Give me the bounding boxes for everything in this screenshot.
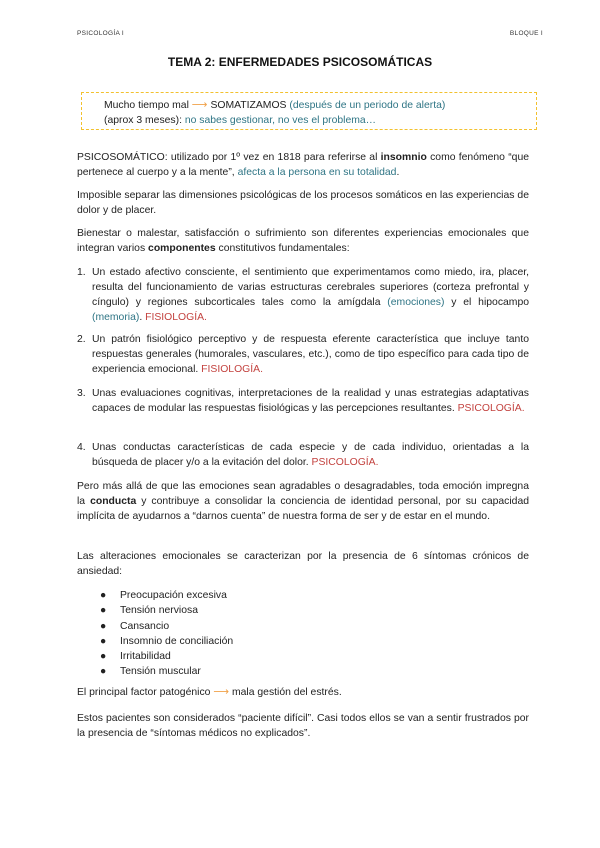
callout-text: SOMATIZAMOS: [210, 100, 287, 111]
category-tag: FISIOLOGÍA.: [201, 364, 263, 375]
callout-line-2: [104, 113, 536, 128]
list-number: 4.: [77, 442, 86, 453]
category-tag: PSICOLOGÍA.: [311, 457, 379, 468]
paragraph-pacientes: Estos pacientes son considerados “paciente difícil”. Casi todos ellos se van a sentir frustrados por la presencia de “síntomas médicos no explicados”.: [77, 713, 529, 739]
text: Un patrón fisiológico perceptivo y de respuesta eferente característica que incluye tanto respuestas generales (humorales, vasculares, etc.), como de tipo específico para cada tipo de experiencia emocional.: [92, 334, 529, 375]
list-item: [77, 332, 529, 377]
list-item: [100, 664, 233, 679]
highlight-text: afecta a la persona en su totalidad: [237, 167, 397, 178]
bullet-icon: ●: [100, 605, 107, 617]
text: .: [396, 167, 400, 178]
list-item: [77, 440, 529, 470]
paragraph-componentes: [77, 226, 529, 256]
callout-highlight: (después de un periodo de alerta): [289, 100, 446, 111]
text: Unas evaluaciones cognitivas, interpretaciones de la realidad y unas estrategias adaptativas capaces de modular las respuestas fisiológicas y las percepciones resultantes.: [92, 388, 529, 414]
text: como fenómeno “que pertenece al cuerpo y a la mente”,: [77, 152, 530, 178]
list-item: [100, 603, 233, 618]
list-item-text: [92, 332, 529, 377]
bullet-icon: ●: [100, 620, 107, 632]
callout-line-1: [104, 98, 536, 113]
callout-text: (aprox 3 meses):: [104, 115, 182, 126]
header-block: BLOQUE I: [509, 30, 543, 37]
text: Pero más allá de que las emociones sean agradables o desagradables, toda emoción impregna la: [77, 481, 529, 507]
text: El principal factor patogénico: [77, 687, 211, 698]
list-item: [77, 265, 529, 325]
list-item-text: Preocupación excesiva: [120, 590, 227, 601]
category-tag: FISIOLOGÍA.: [145, 312, 207, 323]
paragraph-psicosomatico: [77, 150, 529, 180]
list-item: [100, 634, 233, 649]
list-number: 1.: [77, 267, 86, 278]
callout-highlight: no sabes gestionar, no ves el problema…: [184, 115, 377, 126]
text: constitutivos fundamentales:: [218, 243, 350, 254]
bold-text: conducta: [90, 496, 137, 507]
bold-text: componentes: [148, 243, 216, 254]
text: Bienestar o malestar, satisfacción o sufrimiento son diferentes experiencias emocionales que integran varios: [77, 228, 529, 254]
category-tag: PSICOLOGÍA.: [457, 403, 525, 414]
list-item: [100, 588, 233, 603]
bullet-icon: ●: [100, 590, 107, 601]
arrow-icon: ⟶: [213, 686, 230, 698]
callout-box: [81, 92, 537, 130]
text: Unas conductas características de cada especie y de cada individuo, orientadas a la búsqueda de placer y/o a la evitación del dolor.: [92, 442, 529, 468]
symptom-list: [100, 588, 233, 680]
list-item-text: Insomnio de conciliación: [120, 635, 234, 647]
list-item-text: [92, 440, 529, 470]
bullet-icon: ●: [100, 666, 107, 678]
list-item-text: Tensión muscular: [120, 666, 201, 678]
paragraph-alteraciones: Las alteraciones emocionales se caracterizan por la presencia de 6 síntomas crónicos de ansiedad:: [77, 551, 529, 577]
list-item: [77, 386, 529, 416]
bullet-icon: ●: [100, 635, 107, 647]
list-item-text: Irritabilidad: [120, 651, 171, 663]
bold-text: insomnio: [380, 152, 427, 163]
arrow-icon: ⟶: [191, 99, 208, 111]
list-item: [100, 649, 233, 664]
bullet-icon: ●: [100, 651, 107, 663]
text: PSICOSOMÁTICO: utilizado por 1º vez en 1818 para referirse al: [77, 152, 378, 163]
paragraph-factor: [77, 685, 529, 700]
highlight-text: (memoria): [92, 312, 140, 323]
header-subject: PSICOLOGÍA I: [77, 30, 124, 37]
page-title: TEMA 2: ENFERMEDADES PSICOSOMÁTICAS: [167, 55, 433, 69]
paragraph-conducta: [77, 479, 529, 524]
callout-text: Mucho tiempo mal: [104, 100, 189, 111]
text: mala gestión del estrés.: [232, 687, 342, 698]
list-item: [100, 619, 233, 634]
list-number: 3.: [77, 388, 86, 399]
text: .: [139, 312, 143, 323]
text: y el hipocampo: [451, 297, 530, 308]
list-item-text: Cansancio: [120, 620, 170, 632]
list-number: 2.: [77, 334, 86, 345]
list-item-text: [92, 386, 529, 416]
text: y contribuye a consolidar la conciencia de identidad personal, por su capacidad implícita de ayudarnos a “darnos cuenta” de nuestra forma de ser y de estar en el mundo.: [77, 496, 530, 522]
text: Un estado afectivo consciente, el sentimiento que experimentamos como miedo, ira, placer, resulta del funcionamiento de varias estructuras cerebrales superiores (corteza prefrontal y cíngulo) y regiones subcorticales tales como la amígdala: [92, 267, 529, 308]
list-item-text: [92, 265, 529, 325]
paragraph-dimensiones: Imposible separar las dimensiones psicológicas de los procesos somáticos en las experiencias de dolor y de placer.: [77, 190, 529, 216]
list-item-text: Tensión nerviosa: [120, 605, 198, 617]
highlight-text: (emociones): [387, 297, 445, 308]
